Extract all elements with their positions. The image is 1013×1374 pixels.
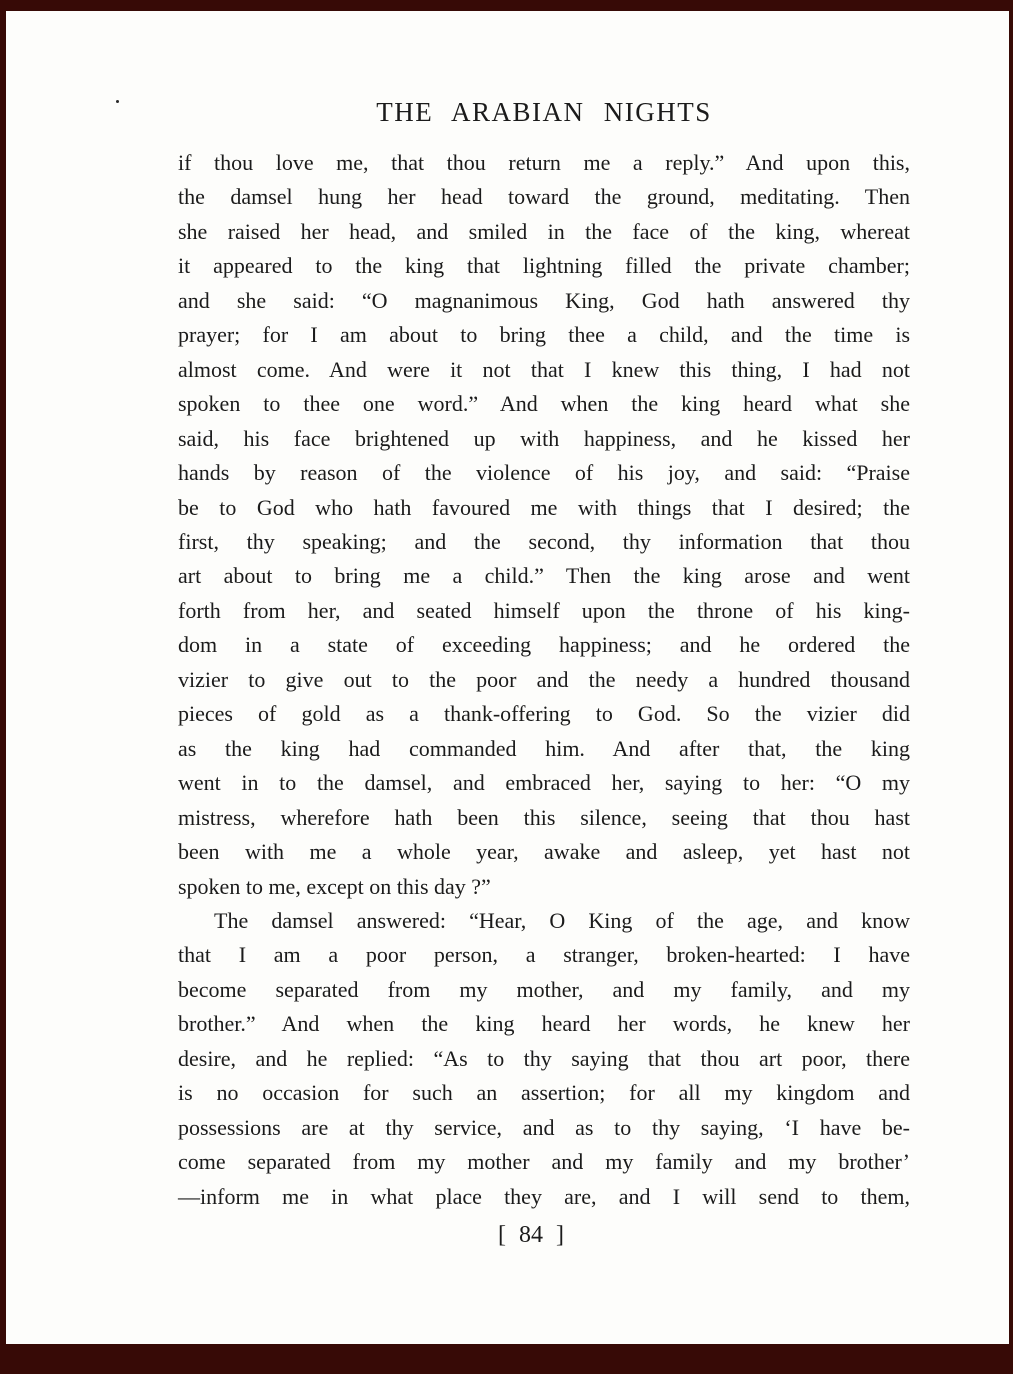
text-line: mistress, wherefore hath been this silence, seeing that thou hast (178, 804, 910, 830)
text-line: —inform me in what place they are, and I will send to them, (178, 1183, 910, 1209)
text-line: forth from her, and seated himself upon the throne of his king- (178, 597, 910, 623)
text-line: prayer; for I am about to bring thee a child, and the time is (178, 322, 910, 348)
text-line: that I am a poor person, a stranger, broken-hearted: I have (178, 942, 910, 968)
text-line: is no occasion for such an assertion; for all my kingdom and (178, 1080, 910, 1106)
text-line: been with me a whole year, awake and asleep, yet hast not (178, 839, 910, 865)
text-line: if thou love me, that thou return me a reply.” And upon this, (178, 150, 910, 175)
text-line: went in to the damsel, and embraced her, saying to her: “O my (178, 770, 910, 796)
text-line: possessions are at thy service, and as to thy saying, ‘I have be- (178, 1114, 910, 1140)
scan-edge-left (0, 0, 6, 1374)
text-line: and she said: “O magnanimous King, God hath answered thy (178, 287, 910, 313)
text-line: pieces of gold as a thank-offering to God. So the vizier did (178, 701, 910, 727)
text-line: spoken to thee one word.” And when the king heard what she (178, 391, 910, 417)
text-line: spoken to me, except on this day ?” (178, 873, 491, 899)
text-line: it appeared to the king that lightning filled the private chamber; (178, 253, 910, 279)
text-line: brother.” And when the king heard her words, he knew her (178, 1011, 910, 1037)
scan-edge-bottom (0, 1344, 1013, 1374)
text-line: first, thy speaking; and the second, thy information that thou (178, 528, 910, 554)
page-number: [ 84 ] (498, 1222, 564, 1248)
text-line: almost come. And were it not that I knew this thing, I had not (178, 356, 910, 382)
text-line: said, his face brightened up with happiness, and he kissed her (178, 425, 910, 451)
text-line: become separated from my mother, and my family, and my (178, 976, 910, 1002)
text-line: The damsel answered: “Hear, O King of the age, and know (214, 907, 910, 933)
text-line: come separated from my mother and my family and my brother’ (178, 1149, 910, 1175)
scan-edge-right (1009, 0, 1013, 1374)
text-line: desire, and he replied: “As to thy saying that thou art poor, there (178, 1045, 910, 1071)
text-line: be to God who hath favoured me with things that I desired; the (178, 494, 910, 520)
text-line: dom in a state of exceeding happiness; and he ordered the (178, 632, 910, 658)
text-line: hands by reason of the violence of his joy, and said: “Praise (178, 460, 910, 486)
text-line: the damsel hung her head toward the ground, meditating. Then (178, 184, 910, 210)
text-line: she raised her head, and smiled in the face of the king, whereat (178, 218, 910, 244)
text-line: art about to bring me a child.” Then the king arose and went (178, 563, 910, 589)
scan-edge-top (0, 0, 1013, 11)
text-line: as the king had commanded him. And after that, the king (178, 735, 910, 761)
text-column (178, 146, 910, 1214)
scan-speck (116, 100, 119, 103)
page-header-title: THE ARABIAN NIGHTS (376, 97, 712, 127)
text-line: vizier to give out to the poor and the needy a hundred thousand (178, 666, 910, 692)
